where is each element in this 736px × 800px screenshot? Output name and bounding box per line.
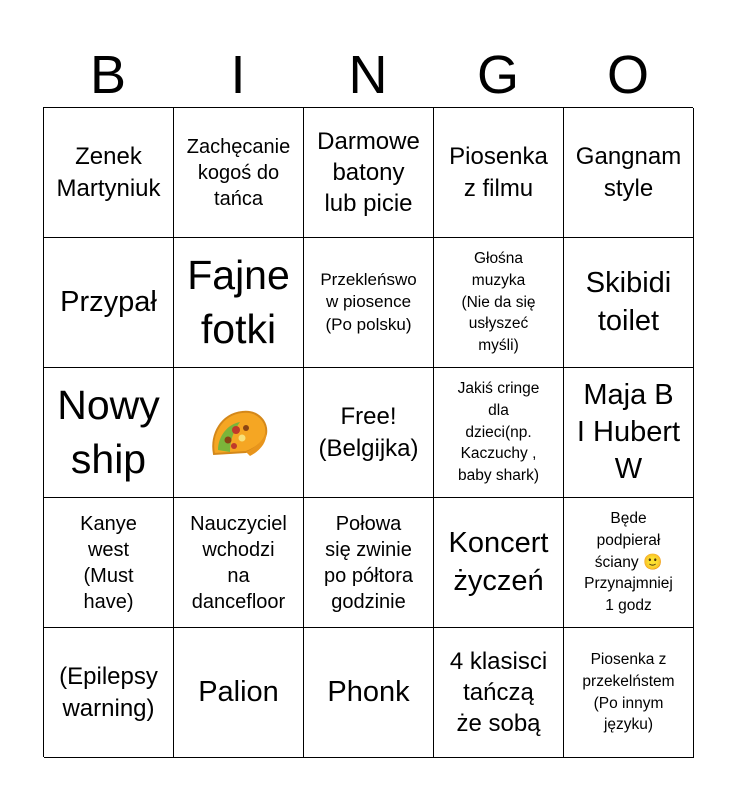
bingo-cell[interactable] — [304, 628, 434, 758]
bingo-cell[interactable] — [304, 108, 434, 238]
taco-icon — [206, 404, 272, 462]
header-letter-o: O — [606, 45, 649, 105]
cell-text: Zenek Martyniuk — [56, 143, 161, 202]
bingo-cell[interactable] — [564, 238, 694, 368]
bingo-header — [43, 40, 693, 110]
bingo-board — [43, 107, 693, 757]
cell-text: Jakiś cringe dla dzieci(np. Kaczuchy , baby shark) — [457, 380, 540, 485]
bingo-cell[interactable] — [44, 238, 174, 368]
bingo-cell[interactable] — [44, 498, 174, 628]
bingo-cell[interactable] — [434, 238, 564, 368]
bingo-cell[interactable] — [564, 108, 694, 238]
bingo-cell[interactable] — [304, 238, 434, 368]
cell-text: Maja B I Hubert W — [576, 378, 681, 486]
cell-text: Free! (Belgijka) — [318, 403, 419, 462]
bingo-cell[interactable] — [434, 108, 564, 238]
cell-text: Gangnam style — [575, 143, 682, 202]
header-letter-n: N — [348, 45, 388, 105]
free-space-cell[interactable] — [174, 368, 304, 498]
header-letter-g: G — [476, 45, 519, 105]
header-letter-i: I — [230, 45, 246, 105]
cell-text: Darmowe batony lub picie — [317, 127, 420, 218]
bingo-cell[interactable] — [44, 368, 174, 498]
cell-text: Przekleńswo w piosence (Po polsku) — [320, 270, 417, 334]
cell-text: Nowy ship — [57, 382, 160, 482]
bingo-cell[interactable] — [44, 628, 174, 758]
cell-text: Koncert życzeń — [448, 527, 549, 597]
bingo-cell[interactable] — [304, 368, 434, 498]
cell-text: Przypał — [60, 285, 157, 318]
cell-text: Palion — [198, 675, 279, 708]
cell-text: Nauczyciel wchodzi na dancefloor — [190, 512, 287, 613]
cell-text: Skibidi toilet — [585, 267, 672, 337]
bingo-cell[interactable] — [434, 368, 564, 498]
bingo-cell[interactable] — [434, 498, 564, 628]
bingo-cell[interactable] — [174, 108, 304, 238]
bingo-cell[interactable] — [304, 498, 434, 628]
bingo-cell[interactable] — [564, 498, 694, 628]
cell-text: (Epilepsy warning) — [59, 663, 158, 722]
cell-text: Połowa się zwinie po półtora godzinie — [324, 512, 413, 613]
bingo-cell[interactable] — [174, 238, 304, 368]
header-letter-b: B — [89, 45, 127, 105]
cell-text: Będe podpierał ściany 🙂 Przynajmniej 1 godz — [584, 510, 673, 615]
bingo-cell[interactable] — [174, 498, 304, 628]
cell-text: Piosenka z przekelństem (Po innym języku) — [582, 651, 675, 734]
bingo-cell[interactable] — [174, 628, 304, 758]
bingo-cell[interactable] — [434, 628, 564, 758]
cell-text: Zachęcanie kogoś do tańca — [186, 135, 291, 210]
bingo-cell[interactable] — [44, 108, 174, 238]
cell-text: Phonk — [327, 675, 410, 708]
cell-text: Fajne fotki — [187, 252, 290, 352]
cell-text: Kanye west (Must have) — [80, 512, 137, 613]
cell-text: Głośna muzyka (Nie da się usłyszeć myśli) — [461, 250, 536, 355]
cell-text: Piosenka z filmu — [449, 143, 548, 202]
cell-text: 4 klasisci tańczą że sobą — [449, 647, 548, 738]
bingo-cell[interactable] — [564, 628, 694, 758]
bingo-cell[interactable] — [564, 368, 694, 498]
